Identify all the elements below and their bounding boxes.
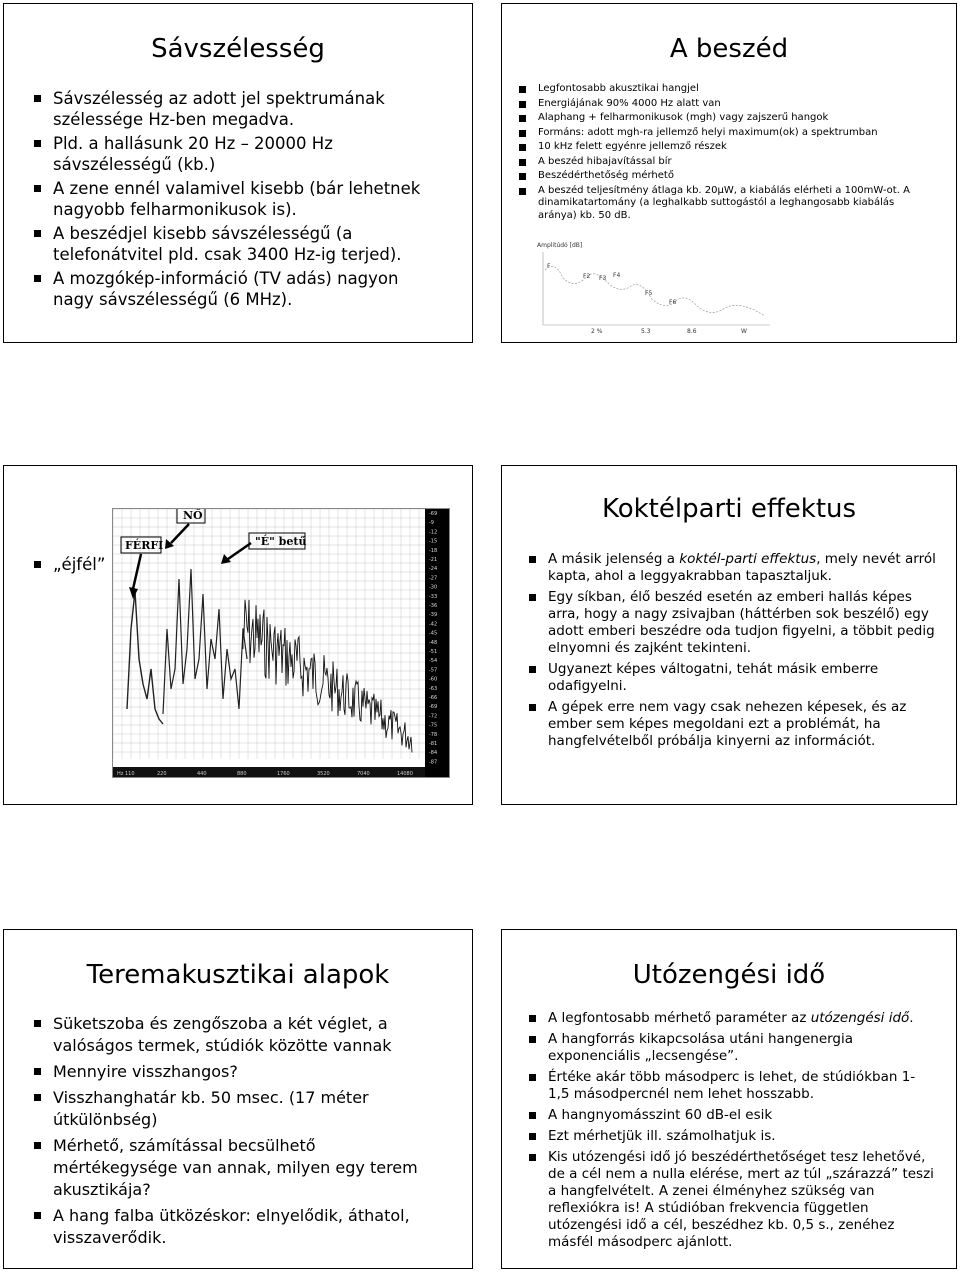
slide-teremakusztika <box>3 929 473 1269</box>
x-tick: 5.3 <box>641 328 651 335</box>
bullet-item: Alaphang + felharmonikusok (mgh) vagy zajszerű hangok <box>516 112 936 125</box>
frequency-tick-label: 220 <box>157 771 167 777</box>
bullet-item: Mennyire visszhangos? <box>31 1061 441 1083</box>
frequency-tick-label: 14080 <box>397 771 413 777</box>
db-tick-label: -21 <box>429 557 438 563</box>
db-tick-label: -54 <box>429 658 438 665</box>
bullet-item: Formáns: adott mgh-ra jellemző helyi maximum(ok) a spektrumban <box>516 127 936 140</box>
db-tick-label: -57 <box>429 667 438 674</box>
slide-title: Utózengési idő <box>632 960 826 990</box>
formant-label: F3 <box>599 275 607 282</box>
bullet-item: A zene ennél valamivel kisebb (bár lehetnek nagyobb felharmonikusok is). <box>31 178 431 220</box>
bullet-item: Legfontosabb akusztikai hangjel <box>516 83 936 96</box>
db-tick-label: -36 <box>429 603 438 609</box>
x-tick: 2 % <box>591 328 603 335</box>
db-tick-label: -69 <box>429 511 438 517</box>
slide-utozengesi-ido <box>501 929 957 1269</box>
db-tick-label: -27 <box>429 575 438 582</box>
frequency-tick-label: Hz 110 <box>117 771 135 777</box>
bullet-item: Energiájának 90% 4000 Hz alatt van <box>516 98 936 111</box>
formant-label: F4 <box>613 272 621 279</box>
formant-label: F2 <box>583 273 591 280</box>
bullet-item: Süketszoba és zengőszoba a két véglet, a valóságos termek, stúdiók közötte vannak <box>31 1013 441 1057</box>
bullet-item: A hangnyomásszint 60 dB-el esik <box>526 1107 936 1124</box>
bullet-item: Kis utózengési idő jó beszédérthetőséget tesz lehetővé, de a cél nem a nulla elérése, mert az túl „szárazzá” teszi a hangfelvételt. A zenei élményhez szükség van reflexiókra is! A stúdióban frekvencia független utózengési idő a cél, beszédhez kb. 0,5 s., zenéhez másfél másodperc ajánlott. <box>526 1149 936 1251</box>
db-tick-label: -63 <box>429 685 438 692</box>
slide-title: Sávszélesség <box>151 34 325 64</box>
x-tick: 8.6 <box>687 328 697 335</box>
bullet-list <box>31 1013 441 1253</box>
bullet-item: A hang falba ütközéskor: elnyelődik, áthatol, visszaverődik. <box>31 1205 441 1249</box>
db-tick-label: -9 <box>429 520 434 527</box>
bullet-item: 10 kHz felett egyénre jellemző részek <box>516 141 936 154</box>
bullet-list <box>526 1010 936 1255</box>
bullet-item: A legfontosabb mérhető paraméter az utózengési idő. <box>526 1010 936 1027</box>
db-tick-label: -12 <box>429 529 438 536</box>
slide-title: Koktélparti effektus <box>601 494 857 524</box>
bullet-item: Mérhető, számítással becsülhető mértékegysége van annak, milyen egy terem akusztikája? <box>31 1135 441 1201</box>
db-tick-label: -66 <box>429 695 438 701</box>
slide-title: Teremakusztikai alapok <box>86 960 390 990</box>
db-tick-label: -60 <box>429 676 438 683</box>
db-tick-label: -42 <box>429 621 438 628</box>
frequency-tick-label: 880 <box>237 771 247 777</box>
bullet-item: Visszhanghatár kb. 50 msec. (17 méter útkülönbség) <box>31 1087 441 1131</box>
frequency-tick-label: 1760 <box>277 771 290 777</box>
db-tick-label: -51 <box>429 649 438 655</box>
db-tick-label: -78 <box>429 731 438 738</box>
slide-savszelesseg <box>3 3 473 343</box>
bullet-item: Értéke akár több másodperc is lehet, de stúdiókban 1-1,5 másodpercnél nem lehet hosszabb. <box>526 1069 936 1103</box>
bullet-item: A beszéd hibajavítással bír <box>516 156 936 169</box>
formant-label: F5 <box>645 290 653 297</box>
db-tick-label: -48 <box>429 639 438 646</box>
slide-koktelparti <box>501 465 957 805</box>
db-tick-label: -87 <box>429 759 438 766</box>
db-tick-label: -33 <box>429 593 438 600</box>
db-tick-label: -30 <box>429 584 438 591</box>
ejfel-spectrum-figure <box>113 509 449 777</box>
db-tick-label: -24 <box>429 566 438 573</box>
frequency-tick-label: 440 <box>197 771 207 777</box>
bullet-list <box>31 88 431 313</box>
bullet-item: Egy síkban, élő beszéd esetén az emberi hallás képes arra, hogy a nagy zsivajban (háttérben sok beszélő) egy adott emberi beszédre oda tudjon figyelni, a többit pedig elnyomni és zajként tekinteni. <box>526 589 946 657</box>
label-male: FÉRFI <box>125 539 164 552</box>
frequency-tick-label: 7040 <box>357 771 370 777</box>
db-tick-label: -39 <box>429 612 438 619</box>
db-tick-label: -45 <box>429 630 438 637</box>
formant-label: F <box>547 263 551 270</box>
label-female: NŐ <box>183 509 203 522</box>
bullet-item: A hangforrás kikapcsolása utáni hangenergia exponenciális „lecsengése”. <box>526 1031 936 1065</box>
bullet-item: Ezt mérhetjük ill. számolhatjuk is. <box>526 1128 936 1145</box>
bullet-item: Ugyanezt képes váltogatni, tehát másik emberre odafigyelni. <box>526 661 946 695</box>
slide-title: A beszéd <box>669 34 789 64</box>
db-scale <box>425 509 449 777</box>
frequency-axis <box>113 767 425 777</box>
bullet-item: Beszédérthetőség mérhető <box>516 170 936 183</box>
label-letter-e: "É" betű <box>255 535 307 548</box>
bullet-item: Sávszélesség az adott jel spektrumának szélessége Hz-ben megadva. <box>31 88 431 130</box>
bullet-item: A gépek erre nem vagy csak nehezen képesek, és az ember sem képes megoldani ezt a problémát, ha hangfelvételből próbálja kinyerni az információt. <box>526 699 946 750</box>
bullet-item: „éjfél” <box>31 554 121 575</box>
spectrum-envelope <box>545 266 765 316</box>
figure-ylabel: Amplitúdó [dB] <box>537 242 583 249</box>
x-tick: W <box>741 328 747 335</box>
formant-label: F6 <box>669 299 677 306</box>
db-tick-label: -81 <box>429 741 438 747</box>
bullet-item: Pld. a hallásunk 20 Hz – 20000 Hz sávszélességű (kb.) <box>31 133 431 175</box>
db-tick-label: -72 <box>429 713 438 720</box>
db-tick-label: -84 <box>429 750 438 757</box>
slide-a-beszed <box>501 3 957 343</box>
bullet-item: A mozgókép-információ (TV adás) nagyon nagy sávszélességű (6 MHz). <box>31 268 431 310</box>
bullet-list <box>516 83 936 224</box>
db-tick-label: -69 <box>429 704 438 711</box>
slide-ejfel-spectrum <box>3 465 473 805</box>
bullet-list <box>31 554 121 578</box>
db-tick-label: -18 <box>429 547 438 554</box>
db-tick-label: -75 <box>429 722 438 729</box>
formant-spectrum-figure <box>535 240 775 335</box>
bullet-item: A másik jelenség a koktél-parti effektus, mely nevét arról kapta, ahol a leggyakrabban tapasztaljuk. <box>526 551 946 585</box>
frequency-tick-label: 3520 <box>317 771 330 777</box>
bullet-item: A beszédjel kisebb sávszélességű (a telefonátvitel pld. csak 3400 Hz-ig terjed). <box>31 223 431 265</box>
bullet-list <box>526 551 946 754</box>
db-tick-label: -15 <box>429 538 438 545</box>
bullet-item: A beszéd teljesítmény átlaga kb. 20μW, a kiabálás elérheti a 100mW-ot. A dinamikatartomány (a leghalkabb suttogástól a leghangosabb kiabálás aránya) kb. 50 dB. <box>516 185 936 223</box>
